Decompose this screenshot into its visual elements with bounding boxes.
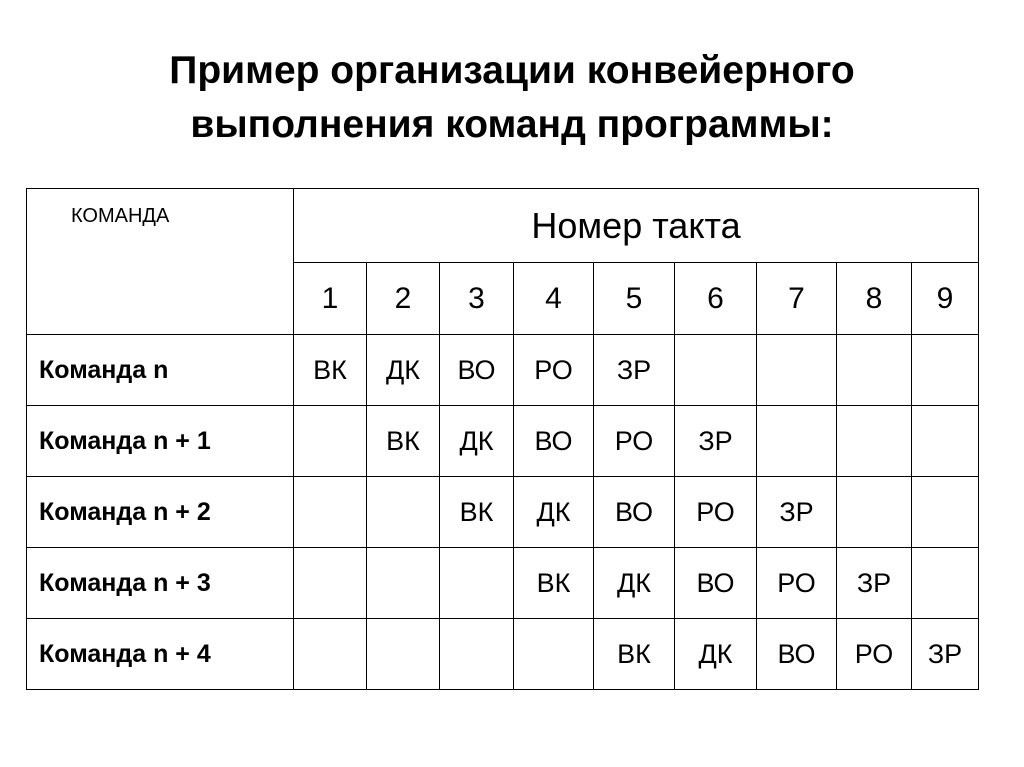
row-label: Команда n (27, 335, 294, 406)
stage-cell: РО (837, 619, 912, 690)
stage-cell: РО (757, 548, 837, 619)
stage-cell: ВО (594, 477, 675, 548)
column-number: 4 (514, 263, 594, 335)
pipeline-table (26, 188, 979, 690)
stage-cell (837, 335, 912, 406)
column-number: 5 (594, 263, 675, 335)
stage-cell (757, 335, 837, 406)
stage-cell (837, 477, 912, 548)
stage-cell (675, 335, 757, 406)
stage-cell (367, 619, 440, 690)
column-number: 3 (440, 263, 514, 335)
stage-cell: ЗР (594, 335, 675, 406)
title-line-2: выполнения команд программы: (190, 103, 834, 146)
table-row (27, 477, 979, 548)
column-number: 7 (757, 263, 837, 335)
stage-cell (837, 406, 912, 477)
stage-cell (294, 406, 367, 477)
stage-cell (912, 406, 979, 477)
row-label: Команда n + 1 (27, 406, 294, 477)
title-line-1: Пример организации конвейерного (169, 49, 855, 92)
stage-cell (440, 619, 514, 690)
stage-cell (294, 477, 367, 548)
row-label: Команда n + 4 (27, 619, 294, 690)
column-number: 8 (837, 263, 912, 335)
stage-cell (912, 548, 979, 619)
page-title (0, 44, 1024, 152)
stage-cell: ДК (367, 335, 440, 406)
stage-cell: ВО (440, 335, 514, 406)
corner-label: КОМАНДА (27, 189, 294, 335)
stage-cell (912, 335, 979, 406)
column-number: 2 (367, 263, 440, 335)
stage-cell: ВК (367, 406, 440, 477)
stage-cell: ВО (675, 548, 757, 619)
table-row (27, 619, 979, 690)
table-row (27, 548, 979, 619)
stage-cell: ЗР (837, 548, 912, 619)
stage-cell (367, 548, 440, 619)
stage-cell (440, 548, 514, 619)
stage-cell: ВК (514, 548, 594, 619)
stage-cell: РО (594, 406, 675, 477)
table-body (27, 335, 979, 690)
stage-cell (294, 548, 367, 619)
column-number: 1 (294, 263, 367, 335)
table-header-row (27, 189, 979, 263)
table-row (27, 335, 979, 406)
stage-cell: ЗР (757, 477, 837, 548)
stage-cell: ВО (514, 406, 594, 477)
row-label: Команда n + 2 (27, 477, 294, 548)
stage-cell: ВО (757, 619, 837, 690)
stage-cell: ЗР (912, 619, 979, 690)
row-label: Команда n + 3 (27, 548, 294, 619)
stage-cell: ДК (514, 477, 594, 548)
table-row (27, 406, 979, 477)
stage-cell (514, 619, 594, 690)
column-number: 6 (675, 263, 757, 335)
stage-cell: ВК (294, 335, 367, 406)
stage-cell: ЗР (675, 406, 757, 477)
stage-cell: ДК (675, 619, 757, 690)
stage-cell (757, 406, 837, 477)
stage-cell (367, 477, 440, 548)
stage-cell: ДК (440, 406, 514, 477)
column-number: 9 (912, 263, 979, 335)
stage-cell: ДК (594, 548, 675, 619)
stage-cell: РО (675, 477, 757, 548)
stage-cell: ВК (594, 619, 675, 690)
header-label: Номер такта (294, 189, 979, 263)
stage-cell: ВК (440, 477, 514, 548)
stage-cell: РО (514, 335, 594, 406)
stage-cell (294, 619, 367, 690)
stage-cell (912, 477, 979, 548)
